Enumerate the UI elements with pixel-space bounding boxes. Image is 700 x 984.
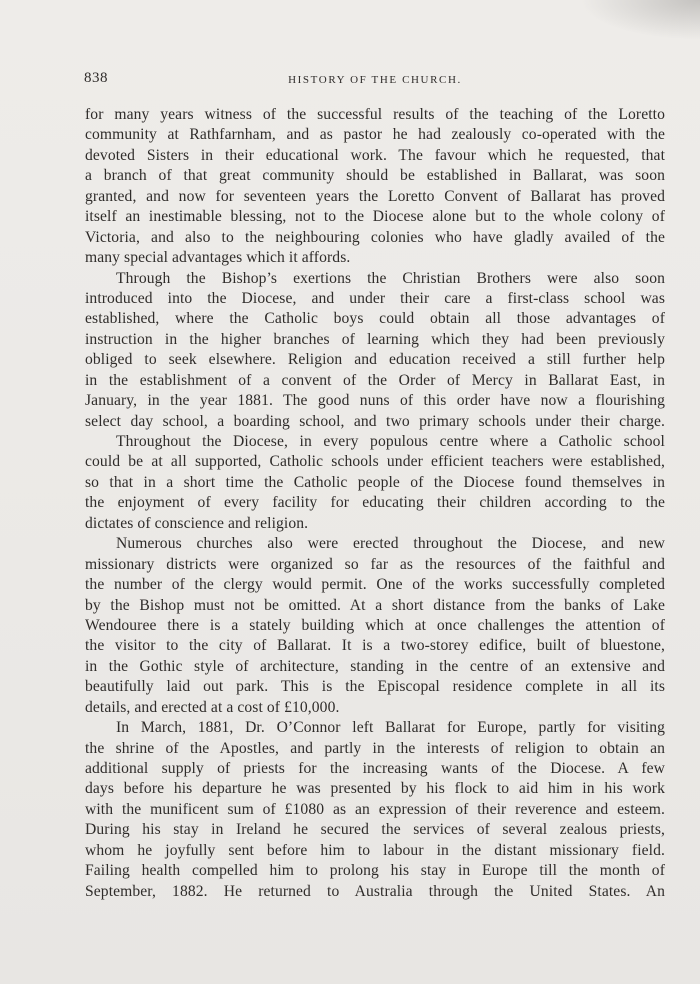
text-line: for many years witness of the successful results of the teaching of the Loretto bbox=[85, 106, 665, 123]
text-line: the enjoyment of every facility for educating their children according to the bbox=[85, 494, 665, 512]
paragraph-end-line: select day school, a boarding school, and two primary schools under their charge. bbox=[85, 412, 665, 430]
running-head: HISTORY OF THE CHURCH. bbox=[288, 74, 462, 86]
text-line: community at Rathfarnham, and as pastor he had zealously co-operated with the bbox=[85, 126, 665, 144]
paragraph-start-line: Numerous churches also were erected throughout the Diocese, and new bbox=[116, 535, 665, 553]
text-line: with the munificent sum of £1080 as an expression of their reverence and esteem. bbox=[85, 800, 665, 818]
text-line: a branch of that great community should be established in Ballarat, was soon bbox=[85, 167, 665, 185]
page-number: 838 bbox=[84, 70, 108, 86]
paragraph-end-line: many special advantages which it affords. bbox=[85, 249, 351, 267]
paragraph-start-line: In March, 1881, Dr. O’Connor left Ballarat for Europe, partly for visiting bbox=[116, 719, 665, 737]
text-line: the shrine of the Apostles, and partly in the interests of religion to obtain an bbox=[85, 739, 665, 757]
text-line: beautifully laid out park. This is the Episcopal residence complete in all its bbox=[85, 678, 665, 696]
text-line: introduced into the Diocese, and under their care a first-class school was bbox=[85, 289, 665, 307]
text-line: During his stay in Ireland he secured the services of several zealous priests, bbox=[85, 821, 665, 839]
text-line: so that in a short time the Catholic people of the Diocese found themselves in bbox=[85, 473, 665, 491]
text-line: granted, and now for seventeen years the Loretto Convent of Ballarat has proved bbox=[85, 187, 665, 205]
text-line: Wendouree there is a stately building which at once challenges the attention of bbox=[85, 616, 665, 634]
text-line: instruction in the higher branches of learning which they had been previously bbox=[85, 330, 665, 348]
text-line: additional supply of priests for the increasing wants of the Diocese. A few bbox=[85, 760, 665, 777]
text-line: Victoria, and also to the neighbouring colonies who have gladly availed of the bbox=[85, 228, 665, 246]
text-line: established, where the Catholic boys could obtain all those advantages of bbox=[85, 310, 665, 328]
page-corner-shadow bbox=[580, 0, 700, 40]
paragraph-start-line: Throughout the Diocese, in every populous centre where a Catholic school bbox=[116, 433, 665, 450]
text-line: the number of the clergy would permit. One of the works successfully completed bbox=[85, 576, 665, 594]
text-line: the visitor to the city of Ballarat. It is a two-storey edifice, built of bluestone, bbox=[85, 637, 665, 655]
text-line: in the establishment of a convent of the Order of Mercy in Ballarat East, in bbox=[85, 371, 665, 389]
text-line: obliged to seek elsewhere. Religion and education received a still further help bbox=[85, 351, 665, 369]
text-line: January, in the year 1881. The good nuns of this order have now a flourishing bbox=[85, 392, 665, 410]
paragraph-end-line: details, and erected at a cost of £10,000. bbox=[85, 698, 340, 716]
text-line: September, 1882. He returned to Australia through the United States. An bbox=[85, 882, 665, 900]
text-line: Failing health compelled him to prolong his stay in Europe till the month of bbox=[85, 862, 665, 880]
text-line: by the Bishop must not be omitted. At a short distance from the banks of Lake bbox=[85, 596, 665, 614]
paragraph-end-line: dictates of conscience and religion. bbox=[85, 514, 309, 532]
text-line: could be at all supported, Catholic schools under efficient teachers were established, bbox=[85, 453, 665, 471]
page-header bbox=[84, 70, 666, 94]
text-line: devoted Sisters in their educational work. The favour which he requested, that bbox=[85, 146, 665, 164]
text-line: whom he joyfully sent before him to labour in the distant missionary field. bbox=[85, 841, 665, 859]
text-line: days before his departure he was presented by his flock to aid him in his work bbox=[85, 780, 665, 798]
text-line: missionary districts were organized so far as the resources of the faithful and bbox=[85, 555, 665, 573]
text-line: itself an inestimable blessing, not to the Diocese alone but to the whole colony of bbox=[85, 208, 665, 226]
paragraph-start-line: Through the Bishop’s exertions the Christian Brothers were also soon bbox=[116, 269, 665, 287]
text-line: in the Gothic style of architecture, standing in the centre of an extensive and bbox=[85, 657, 665, 675]
body-text bbox=[85, 105, 665, 902]
